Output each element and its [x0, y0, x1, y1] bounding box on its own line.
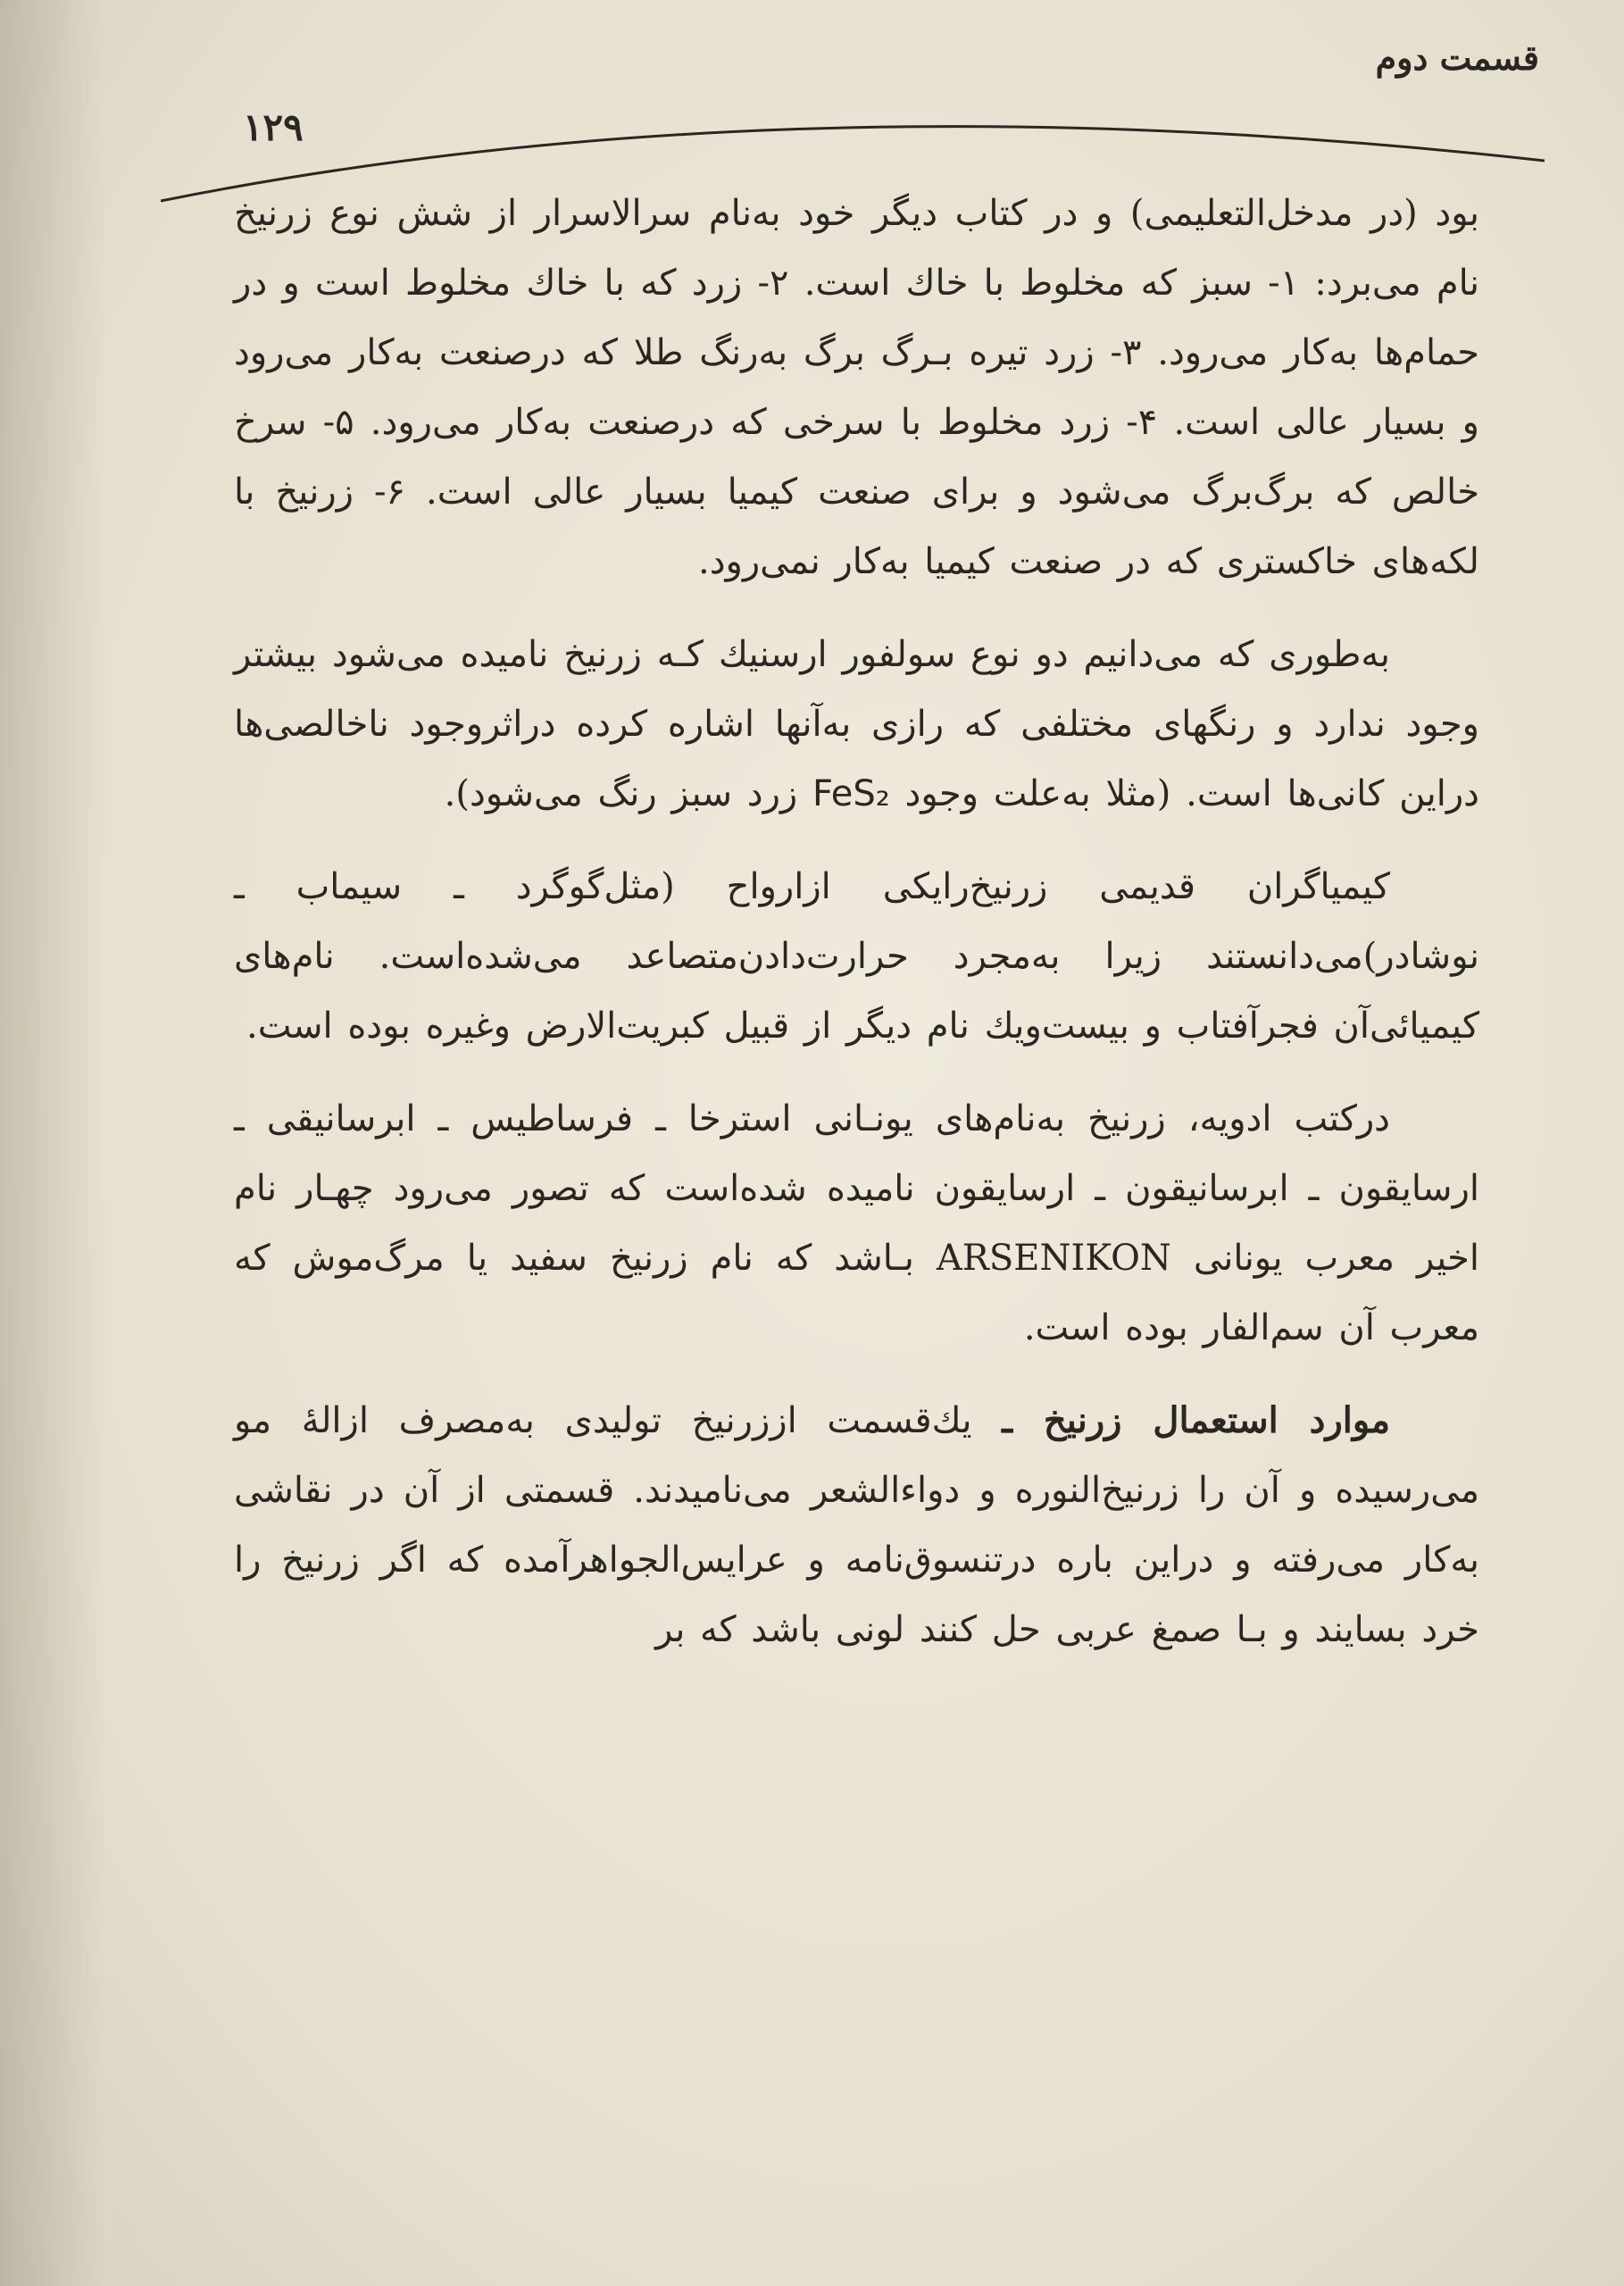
body-text [234, 179, 1479, 1688]
paragraph-1: بود (در مدخل‌التعلیمی) و در کتاب دیگر خود به‌نام سرالاسرار از شش نوع زرنیخ نام می‌برد: ۱- سبز که مخلوط با خاك است. ۲- زرد که با خاك مخلوط است و در حمام‌ها به‌کار می‌رود. ۳- زرد تیره بـرگ برگ به‌رنگ طلا که درصنعت به‌کار می‌رود و بسیار عالی است. ۴- زرد مخلوط با سرخی که درصنعت به‌کار می‌رود. ۵- سرخ خالص که برگ‌برگ می‌شود و برای صنعت کیمیا بسیار عالی است. ۶- زرنیخ با لکه‌های خاکستری که در صنعت کیمیا به‌کار نمی‌رود. [234, 193, 1479, 582]
running-head: قسمت دوم [1375, 38, 1539, 78]
paragraph-3: کیمیاگران قدیمی زرنیخ‌رایکی ازارواح (مثل‌گوگرد ـ سیماب ـ نوشادر)می‌دانستند زیرا به‌مجرد حرارت‌دادن‌متصاعد می‌شده‌است. نام‌های کیمیائی‌آن فجرآفتاب و بیست‌ویك نام دیگر از قبیل کبریت‌الارض وغیره بوده است. [234, 866, 1479, 1047]
chemical-formula: FeS₂ [812, 773, 890, 814]
paragraph-5 [234, 1386, 1479, 1664]
page-number: ۱۲۹ [243, 105, 304, 149]
paragraph-2-text-before: به‌طوری که می‌دانیم دو نوع سولفور ارسنیك کـه زرنیخ نامیده می‌شود بیشتر وجود ندارد و رنگهای مختلفی که رازی به‌آنها اشاره کرده دراثروجود ناخالصی‌ها دراین کانی‌ها است. (مثلا به‌علت وجود [234, 634, 1479, 814]
paragraph-2-text-after: زرد سبز رنگ می‌شود). [444, 773, 798, 814]
paragraph-4: درکتب ادویه، زرنیخ به‌نام‌های یونـانی استرخا ـ فرساطیس ـ ابرسانیقی ـ ارسایقون ـ ابرسانیقون ـ ارسایقون نامیده شده‌است که تصور می‌رود چهـار نام اخیر معرب یونانی ARSENIKON بـاشد که نام زرنیخ سفید یا مرگ‌موش که معرب آن سم‌الفار بوده است. [234, 1098, 1480, 1348]
paragraph-2 [234, 620, 1479, 829]
section-heading: موارد استعمال زرنیخ ـ [1002, 1399, 1390, 1441]
gutter-shadow [0, 0, 107, 2286]
paragraph-5-text: یك‌قسمت اززرنیخ تولیدی به‌مصرف ازالهٔ مو می‌رسیده و آن را زرنیخ‌النوره و دواءالشعر می‌نامیدند. قسمتی از آن در نقاشی به‌کار می‌رفته و دراین باره درتنسوق‌نامه و عرایس‌الجواهرآمده که اگر زرنیخ را خرد بسایند و بـا صمغ عربی حل کنند لونی باشد که بر [234, 1400, 1479, 1650]
